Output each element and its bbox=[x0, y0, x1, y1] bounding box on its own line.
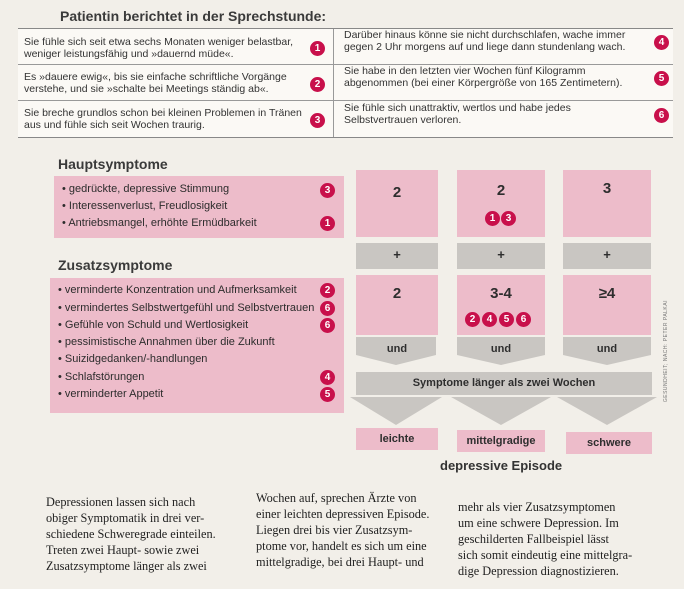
statement-text: Darüber hinaus könne sie nicht durchschlafen, wache immer gegen 2 Uhr morgens auf und liege dann stundenlang wach. bbox=[344, 29, 626, 53]
column-schwere-zusatz-count: ≥4 bbox=[598, 285, 616, 302]
column-mittelgradige-haupt-count: 2 bbox=[496, 182, 506, 199]
column-mittelgradige-und: und bbox=[490, 343, 512, 355]
symptom-number-badge: 6 bbox=[320, 301, 335, 316]
column-mittelgradige-number-badge: 4 bbox=[482, 312, 497, 327]
list-item: • vermindertes Selbstwertgefühl und Selbstvertrauen bbox=[58, 302, 315, 314]
list-item: • Schlafstörungen bbox=[58, 371, 145, 383]
column-schwere-haupt-count: 3 bbox=[602, 180, 612, 197]
list-item: • Suizidgedanken/-handlungen bbox=[58, 353, 208, 365]
symptom-number-badge: 4 bbox=[320, 370, 335, 385]
column-leichte-und: und bbox=[386, 343, 408, 355]
symptom-text: Suizidgedanken/-handlungen bbox=[64, 353, 208, 365]
symptom-number-badge: 6 bbox=[320, 318, 335, 333]
column-leichte-zusatz-box bbox=[356, 275, 438, 335]
list-item: • Interessenverlust, Freudlosigkeit bbox=[62, 200, 228, 212]
severity-mittelgradige-label: mittelgradige bbox=[466, 435, 536, 447]
down-arrow-icon bbox=[350, 397, 442, 425]
page-title: Patientin berichtet in der Sprechstunde: bbox=[60, 8, 327, 24]
statement-text: Es »dauere ewig«, bis sie einfache schriftliche Vorgänge verstehe, und sie »schalte bei Meetings ständig ab«. bbox=[24, 71, 287, 95]
column-mittelgradige-haupt-box bbox=[457, 170, 545, 237]
symptom-number-badge: 2 bbox=[320, 283, 335, 298]
statement-text: Sie fühle sich seit etwa sechs Monaten weniger belastbar, weniger leistungsfähig und »dauernd müde«. bbox=[24, 36, 294, 60]
column-mittelgradige-number-badge: 5 bbox=[499, 312, 514, 327]
down-arrow-icon bbox=[557, 397, 657, 425]
statement-number-badge: 3 bbox=[310, 113, 325, 128]
list-item: • verminderter Appetit bbox=[58, 388, 164, 400]
column-leichte-plus: + bbox=[393, 247, 401, 262]
statement-text: Sie fühle sich unattraktiv, wertlos und habe jedes Selbstvertrauen verloren. bbox=[344, 102, 571, 126]
column-schwere-zusatz-box bbox=[563, 275, 651, 335]
severity-arrows bbox=[350, 397, 660, 427]
hauptsymptome-heading: Hauptsymptome bbox=[58, 156, 168, 172]
column-leichte-haupt-count: 2 bbox=[392, 184, 402, 201]
symptom-text: Antriebsmangel, erhöhte Ermüdbarkeit bbox=[68, 217, 257, 229]
column-leichte-zusatz-count: 2 bbox=[392, 285, 402, 302]
statement-number-badge: 4 bbox=[654, 35, 669, 50]
column-mittelgradige-number-badge: 2 bbox=[465, 312, 480, 327]
depressive-episode-label: depressive Episode bbox=[440, 458, 563, 473]
symptom-text: Gefühle von Schuld und Wertlosigkeit bbox=[64, 319, 249, 331]
statement-number-badge: 6 bbox=[654, 108, 669, 123]
duration-bar-label: Symptome länger als zwei Wochen bbox=[412, 377, 596, 389]
column-schwere-plus: + bbox=[603, 247, 611, 262]
statement-number-badge: 5 bbox=[654, 71, 669, 86]
statement-text: Sie breche grundlos schon bei kleinen Problemen in Tränen aus und fühle sich seit Wochen traurig. bbox=[24, 107, 302, 131]
image-credit: GESUNDHEIT; NACH: PETER PALKAI bbox=[663, 300, 669, 403]
symptom-number-badge: 3 bbox=[320, 183, 335, 198]
statement-number-badge: 1 bbox=[310, 41, 325, 56]
list-item: • pessimistische Annahmen über die Zukunft bbox=[58, 336, 275, 348]
down-arrow-icon bbox=[451, 397, 551, 425]
statement-number-badge: 2 bbox=[310, 77, 325, 92]
list-item: • gedrückte, depressive Stimmung bbox=[62, 183, 230, 195]
statements-table bbox=[18, 28, 673, 138]
symptom-text: Schlafstörungen bbox=[64, 371, 145, 383]
symptom-text: vermindertes Selbstwertgefühl und Selbstvertrauen bbox=[64, 302, 315, 314]
symptom-text: Interessenverlust, Freudlosigkeit bbox=[68, 200, 228, 212]
symptom-text: pessimistische Annahmen über die Zukunft bbox=[64, 336, 275, 348]
column-mittelgradige-number-badge: 1 bbox=[485, 211, 500, 226]
symptom-text: verminderte Konzentration und Aufmerksamkeit bbox=[64, 284, 297, 296]
paragraph-column-1: Depressionen lassen sich nach obiger Symptomatik in drei ver- schiedene Schweregrade einteilen. Treten zwei Haupt- sowie zwei Zusatzsymptome länger als zwei bbox=[46, 495, 216, 573]
list-item: • Gefühle von Schuld und Wertlosigkeit bbox=[58, 319, 249, 331]
severity-leichte-label: leichte bbox=[379, 433, 415, 445]
symptom-number-badge: 1 bbox=[320, 216, 335, 231]
column-mittelgradige-number-badge: 3 bbox=[501, 211, 516, 226]
severity-schwere-label: schwere bbox=[586, 437, 632, 449]
column-mittelgradige-plus: + bbox=[497, 247, 505, 262]
column-schwere-und: und bbox=[596, 343, 618, 355]
column-mittelgradige-number-badge: 6 bbox=[516, 312, 531, 327]
paragraph-column-3: mehr als vier Zusatzsymptomen um eine schwere Depression. Im geschilderten Fallbeispiel lässt sich somit eindeutig eine mittelgra- dige Depression diagnostizieren. bbox=[458, 500, 633, 578]
list-item: • Antriebsmangel, erhöhte Ermüdbarkeit bbox=[62, 217, 257, 229]
paragraph-column-2: Wochen auf, sprechen Ärzte von einer leichten depressiven Episode. Liegen drei bis vier Zusatzsym- ptome vor, handelt es sich um eine mittelgradige, bei drei Haupt- und bbox=[256, 491, 430, 569]
symptom-number-badge: 5 bbox=[320, 387, 335, 402]
zusatzsymptome-heading: Zusatzsymptome bbox=[58, 257, 173, 273]
statement-text: Sie habe in den letzten vier Wochen fünf Kilogramm abgenommen (bei einer Körpergröße von 165 Zentimetern). bbox=[344, 65, 623, 89]
list-item: • verminderte Konzentration und Aufmerksamkeit bbox=[58, 284, 297, 296]
column-mittelgradige-zusatz-count: 3-4 bbox=[490, 285, 512, 302]
symptom-text: gedrückte, depressive Stimmung bbox=[68, 183, 230, 195]
symptom-text: verminderter Appetit bbox=[64, 388, 164, 400]
column-leichte-haupt-box bbox=[356, 170, 438, 237]
